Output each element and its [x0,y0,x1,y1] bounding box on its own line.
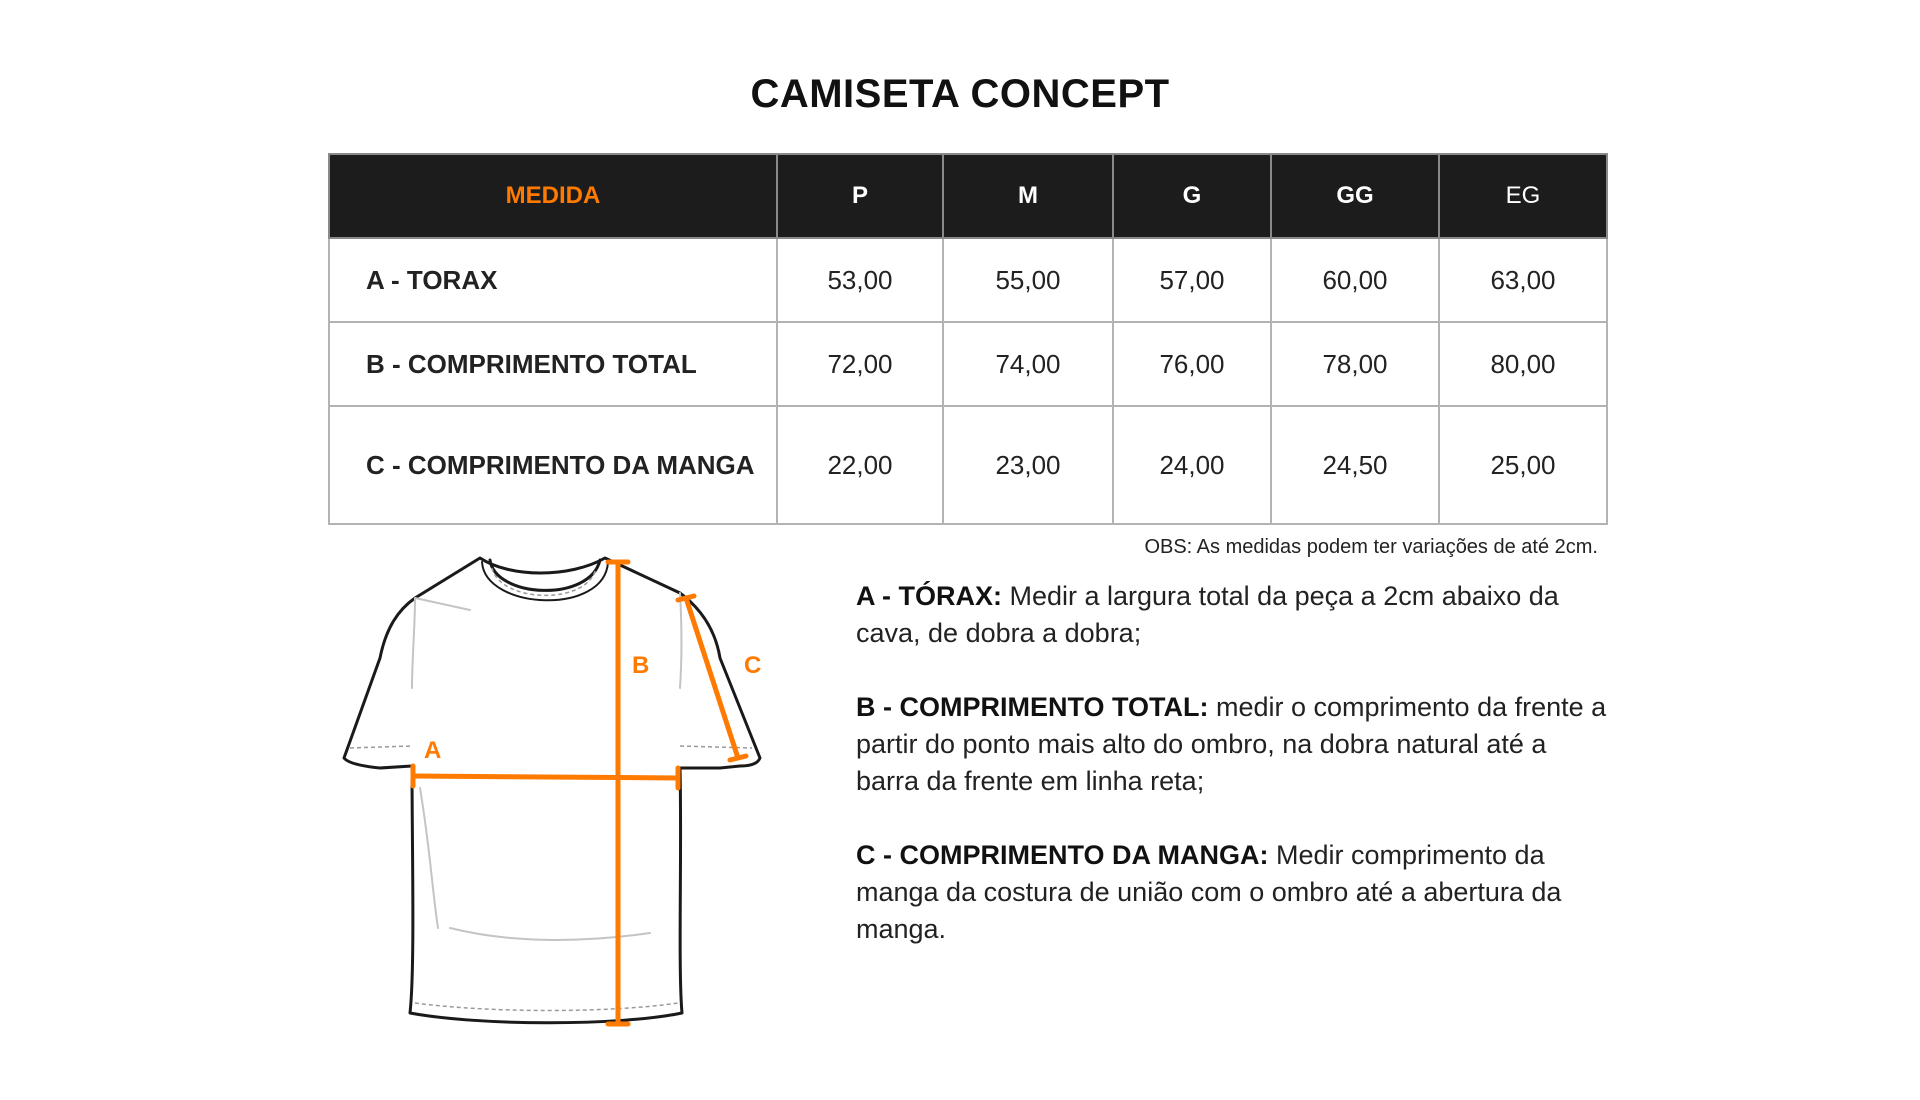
description-comprimento-manga [856,837,1616,948]
table-cell: 23,00 [943,406,1113,524]
row-label-torax: A - TORAX [329,238,777,322]
table-cell: 53,00 [777,238,943,322]
measurement-descriptions [856,578,1616,985]
row-label-comprimento-manga: C - COMPRIMENTO DA MANGA [329,406,777,524]
table-cell: 22,00 [777,406,943,524]
table-header-row [329,154,1607,238]
label-a: A [424,737,442,764]
table-row [329,406,1607,524]
row-label-comprimento-total: B - COMPRIMENTO TOTAL [329,322,777,406]
tshirt-diagram [320,548,780,1048]
label-c: C [744,652,762,679]
measure-line-a [413,776,678,778]
description-text: medir o comprimento da frente a partir do ponto mais alto do ombro, na dobra natural até a barra da frente em linha reta; [856,692,1607,796]
header-medida: MEDIDA [329,154,777,238]
table-cell: 74,00 [943,322,1113,406]
table-cell: 24,00 [1113,406,1271,524]
header-size-m: M [943,154,1113,238]
header-size-eg: EG [1439,154,1607,238]
page-title: CAMISETA CONCEPT [750,72,1170,116]
size-table [328,153,1608,525]
header-size-gg: GG [1271,154,1439,238]
table-cell: 60,00 [1271,238,1439,322]
header-size-p: P [777,154,943,238]
description-text: Medir comprimento da manga da costura de união com o ombro até a abertura da manga. [856,840,1562,944]
table-cell: 57,00 [1113,238,1271,322]
table-cell: 55,00 [943,238,1113,322]
description-term: A - TÓRAX: [856,581,1002,611]
description-comprimento-total [856,689,1616,800]
table-row [329,322,1607,406]
header-size-g: G [1113,154,1271,238]
table-cell: 80,00 [1439,322,1607,406]
table-row [329,238,1607,322]
table-cell: 63,00 [1439,238,1607,322]
obs-note: OBS: As medidas podem ter variações de até 2cm. [1144,536,1598,558]
label-b: B [632,652,650,679]
description-torax [856,578,1616,652]
description-text: Medir a largura total da peça a 2cm abaixo da cava, de dobra a dobra; [856,581,1559,648]
description-term: B - COMPRIMENTO TOTAL: [856,692,1209,722]
description-term: C - COMPRIMENTO DA MANGA: [856,840,1269,870]
table-cell: 24,50 [1271,406,1439,524]
table-cell: 72,00 [777,322,943,406]
table-cell: 76,00 [1113,322,1271,406]
table-cell: 78,00 [1271,322,1439,406]
table-cell: 25,00 [1439,406,1607,524]
